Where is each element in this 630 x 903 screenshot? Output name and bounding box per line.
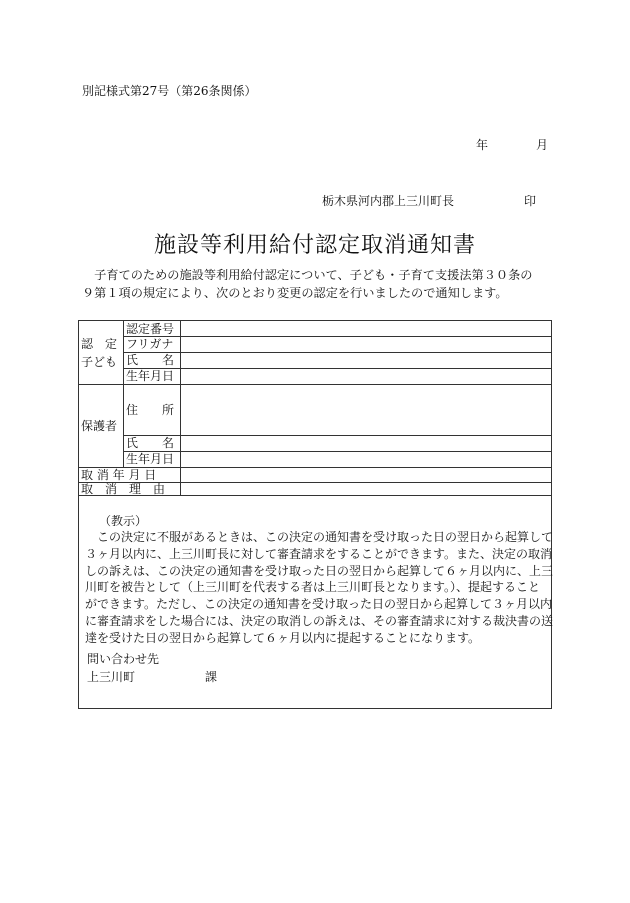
form-number-label: 別記様式第27号（第26条関係） [82, 84, 257, 98]
cert-number-label: 認定番号 [126, 321, 175, 336]
guardian-group-label: 保護者 [81, 418, 118, 433]
intro-text [82, 266, 552, 302]
appeal-notice-box [78, 496, 552, 709]
issuer-mayor: 栃木県河内郡上三川町長 [322, 194, 455, 208]
contact-section: 課 [205, 670, 218, 684]
furigana-label: フリガナ [126, 337, 174, 351]
date-year-label: 年 [476, 138, 489, 152]
notice-body [85, 529, 554, 647]
notice-line: しの訴えは、この決定の通知書を受け取った日の翌日から起算して６ヶ月以内に、上三 [85, 563, 554, 578]
intro-line: ９第１項の規定により、次のとおり変更の認定を行いましたので通知します。 [82, 286, 508, 300]
guardian-name-label: 氏 名 [126, 436, 175, 450]
guardian-birth-field[interactable] [181, 452, 552, 467]
cancel-date-label: 取 消 年 月 日 [81, 467, 157, 482]
notice-line: 川町を被告として（上三川町を代表する者は上三川町長となります。）、提起すること [85, 580, 541, 595]
intro-line: 子育てのための施設等利用給付認定について、子ども・子育て支援法第３０条の [82, 268, 533, 282]
notice-line: ３ヶ月以内に、上三川町長に対して審査請求をすることができます。また、決定の取消 [85, 546, 553, 561]
guardian-name-field[interactable] [181, 436, 552, 451]
date-month-label: 月 [536, 138, 549, 152]
document-title: 施設等利用給付認定取消通知書 [153, 233, 476, 258]
address-field[interactable] [181, 385, 552, 435]
contact-label: 問い合わせ先 [87, 652, 160, 666]
notice-line: に審査請求をした場合には、決定の取消しの訴えは、その審査請求に対する裁決書の送 [85, 613, 554, 628]
notice-heading: （教示） [99, 514, 148, 528]
guardian-birth-label: 生年月日 [126, 452, 175, 466]
child-name-label: 氏 名 [126, 353, 175, 367]
notice-line: 達を受けた日の翌日から起算して６ヶ月以内に提起することになります。 [85, 630, 481, 645]
contact-town: 上三川町 [87, 670, 136, 684]
child-group-label [81, 335, 123, 371]
child-group-line: 認 定 [81, 337, 118, 351]
cert-number-field[interactable] [181, 321, 552, 336]
cancel-reason-field[interactable] [181, 483, 552, 496]
child-birth-label: 生年月日 [126, 369, 175, 383]
info-table [78, 320, 552, 496]
address-label: 住 所 [126, 402, 175, 417]
notice-line: ができます。ただし、この決定の通知書を受け取った日の翌日から起算して３ヶ月以内 [85, 597, 553, 612]
furigana-field[interactable] [181, 337, 552, 352]
child-group-line: 子ども [81, 355, 118, 369]
notice-line: この決定に不服があるときは、この決定の通知書を受け取った日の翌日から起算して [85, 530, 554, 544]
child-birth-field[interactable] [181, 369, 552, 384]
seal-mark: 印 [524, 194, 537, 208]
child-name-field[interactable] [181, 353, 552, 368]
cancel-reason-label: 取 消 理 由 [81, 482, 166, 496]
cancel-date-field[interactable] [181, 468, 552, 482]
table-rule [123, 321, 124, 467]
